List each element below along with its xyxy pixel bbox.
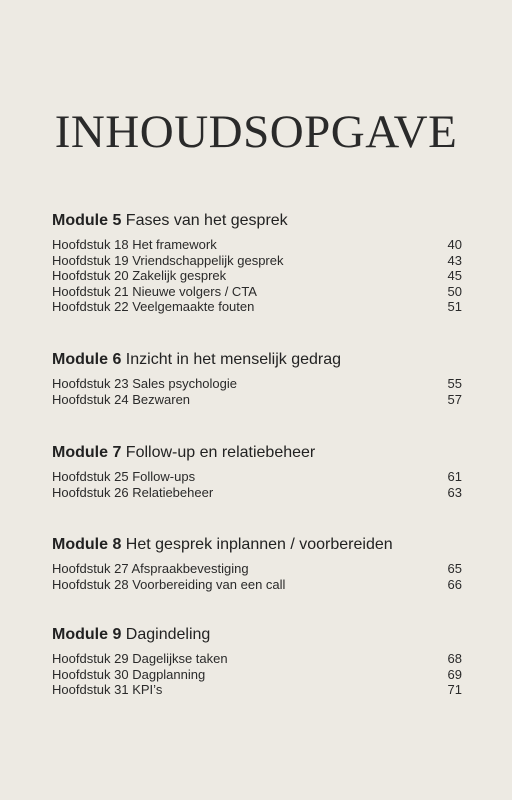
module-heading: [52, 443, 462, 463]
chapter-page-number: 68: [447, 651, 462, 666]
module-title: Het gesprek inplannen / voorbereiden: [125, 536, 393, 553]
module-number: Module 9: [52, 626, 122, 643]
page-title: INHOUDSOPGAVE: [54, 106, 458, 158]
toc-entry: [52, 299, 462, 315]
toc-entry: [52, 682, 462, 698]
toc-entry: [52, 485, 462, 501]
toc-entry: [52, 376, 462, 392]
module-section-5: [52, 211, 462, 315]
module-section-9: [52, 625, 462, 698]
module-section-8: [52, 535, 462, 592]
chapter-page-number: 65: [447, 561, 462, 576]
toc-entry: [52, 284, 462, 300]
chapter-label: Hoofdstuk 19 Vriendschappelijk gesprek: [52, 252, 284, 268]
chapter-page-number: 40: [447, 237, 462, 252]
chapter-page-number: 55: [447, 376, 462, 391]
chapter-page-number: 71: [447, 682, 462, 697]
module-number: Module 6: [52, 351, 122, 368]
chapter-label: Hoofdstuk 24 Bezwaren: [52, 391, 191, 407]
toc-entry: [52, 561, 462, 577]
chapter-label: Hoofdstuk 18 Het framework: [52, 237, 217, 252]
chapter-label: Hoofdstuk 27 Afspraakbevestiging: [52, 561, 249, 576]
module-title: Fases van het gesprek: [125, 212, 288, 229]
module-heading: [52, 535, 462, 555]
chapter-page-number: 69: [447, 666, 462, 682]
chapter-label: Hoofdstuk 30 Dagplanning: [52, 666, 206, 682]
module-heading: [52, 350, 462, 370]
chapter-page-number: 45: [447, 268, 462, 283]
chapter-page-number: 63: [447, 484, 462, 500]
module-number: Module 7: [52, 444, 122, 461]
chapter-page-number: 61: [447, 469, 462, 484]
module-title: Inzicht in het menselijk gedrag: [125, 351, 342, 368]
toc-entry: [52, 469, 462, 485]
toc-entry: [52, 577, 462, 593]
module-heading: [52, 211, 462, 231]
toc-entry: [52, 392, 462, 408]
module-section-7: [52, 443, 462, 500]
module-number: Module 8: [52, 536, 122, 553]
chapter-label: Hoofdstuk 29 Dagelijkse taken: [52, 651, 228, 666]
toc-entry: [52, 651, 462, 667]
chapter-label: Hoofdstuk 22 Veelgemaakte fouten: [52, 299, 255, 314]
module-number: Module 5: [52, 212, 122, 229]
chapter-label: Hoofdstuk 23 Sales psychologie: [52, 376, 238, 391]
chapter-label: Hoofdstuk 31 KPI’s: [52, 682, 163, 697]
chapter-label: Hoofdstuk 28 Voorbereiding van een call: [52, 576, 286, 592]
toc-entry: [52, 237, 462, 253]
chapter-page-number: 43: [447, 252, 462, 268]
toc-entry: [52, 667, 462, 683]
module-title: Dagindeling: [125, 626, 211, 643]
chapter-label: Hoofdstuk 26 Relatiebeheer: [52, 484, 214, 500]
toc-entry: [52, 268, 462, 284]
chapter-label: Hoofdstuk 20 Zakelijk gesprek: [52, 268, 227, 283]
chapter-label: Hoofdstuk 21 Nieuwe volgers / CTA: [52, 283, 257, 299]
chapter-page-number: 66: [447, 576, 462, 592]
module-heading: [52, 625, 462, 645]
chapter-page-number: 51: [447, 299, 462, 314]
module-title: Follow-up en relatiebeheer: [125, 444, 316, 461]
module-section-6: [52, 350, 462, 407]
toc-entry: [52, 253, 462, 269]
chapter-page-number: 57: [447, 391, 462, 407]
chapter-label: Hoofdstuk 25 Follow-ups: [52, 469, 196, 484]
chapter-page-number: 50: [447, 283, 462, 299]
